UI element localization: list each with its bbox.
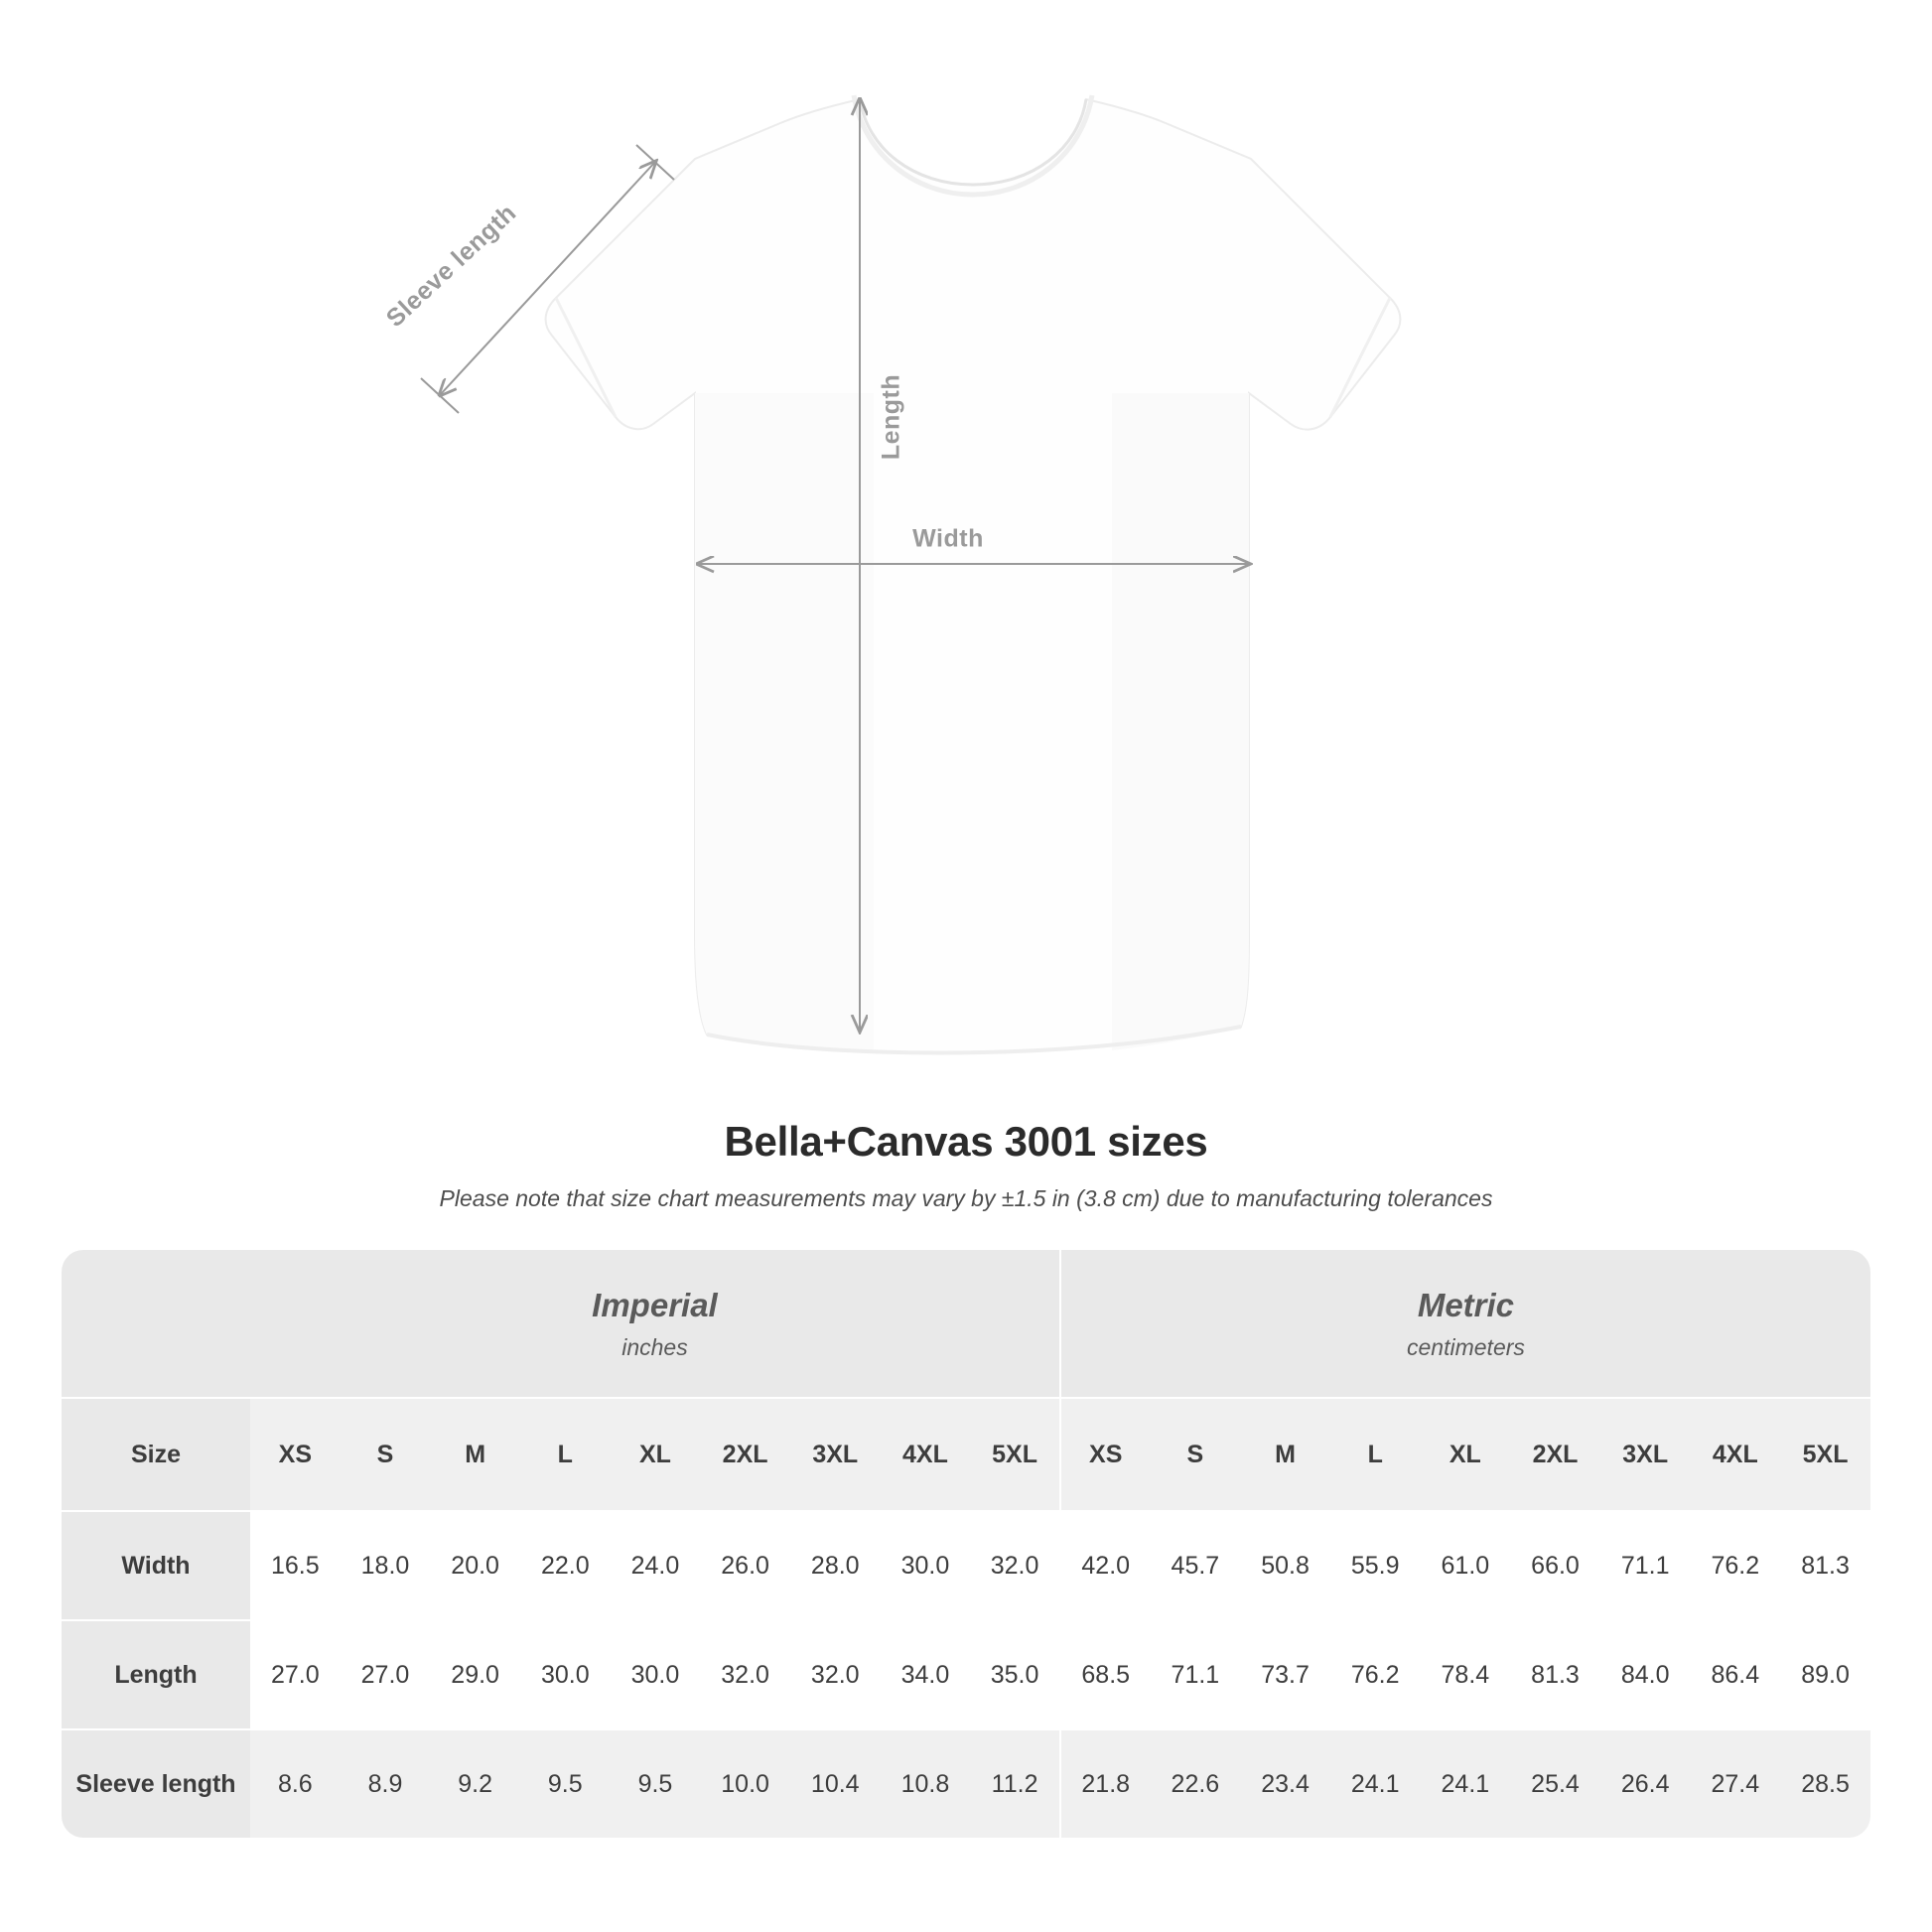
cell-value: 27.0 (341, 1620, 431, 1729)
size-header-cell: 4XL (881, 1398, 971, 1511)
cell-value: 25.4 (1510, 1729, 1600, 1838)
cell-value: 29.0 (430, 1620, 520, 1729)
size-header-cell: L (1330, 1398, 1421, 1511)
unit-group-metric (1060, 1250, 1870, 1398)
size-header-cell: XS (250, 1398, 341, 1511)
cell-value: 78.4 (1421, 1620, 1511, 1729)
cell-value: 27.0 (250, 1620, 341, 1729)
cell-value: 34.0 (881, 1620, 971, 1729)
cell-value: 26.4 (1600, 1729, 1691, 1838)
cell-value: 22.6 (1151, 1729, 1241, 1838)
size-header-cell: M (1240, 1398, 1330, 1511)
cell-value: 16.5 (250, 1511, 341, 1620)
unit-group-metric-name: Metric (1417, 1286, 1515, 1323)
table-row (62, 1511, 1870, 1620)
cell-value: 81.3 (1510, 1620, 1600, 1729)
size-table-wrapper (62, 1250, 1870, 1838)
size-header-cell: 5XL (1780, 1398, 1870, 1511)
cell-value: 42.0 (1060, 1511, 1151, 1620)
cell-value: 84.0 (1600, 1620, 1691, 1729)
cell-value: 81.3 (1780, 1511, 1870, 1620)
sleeve-length-label: Sleeve length (380, 199, 522, 334)
cell-value: 9.5 (520, 1729, 611, 1838)
cell-value: 45.7 (1151, 1511, 1241, 1620)
cell-value: 73.7 (1240, 1620, 1330, 1729)
cell-value: 11.2 (970, 1729, 1060, 1838)
table-row (62, 1620, 1870, 1729)
unit-header-spacer (62, 1250, 250, 1398)
size-header-cell: 2XL (700, 1398, 790, 1511)
size-header-cell: XL (611, 1398, 701, 1511)
size-header-cell: 3XL (1600, 1398, 1691, 1511)
cell-value: 22.0 (520, 1511, 611, 1620)
size-header-cell: L (520, 1398, 611, 1511)
unit-group-imperial-sub: inches (621, 1333, 688, 1360)
cell-value: 10.8 (881, 1729, 971, 1838)
cell-value: 71.1 (1151, 1620, 1241, 1729)
size-header-row (62, 1398, 1870, 1511)
cell-value: 8.9 (341, 1729, 431, 1838)
row-label-length: Length (62, 1620, 250, 1729)
size-header-cell: 2XL (1510, 1398, 1600, 1511)
size-header-cell: XL (1421, 1398, 1511, 1511)
row-label-width: Width (62, 1511, 250, 1620)
title-block (0, 1118, 1932, 1212)
cell-value: 18.0 (341, 1511, 431, 1620)
length-label: Length (877, 373, 905, 461)
cell-value: 9.5 (611, 1729, 701, 1838)
cell-value: 26.0 (700, 1511, 790, 1620)
size-header-cell: M (430, 1398, 520, 1511)
size-header-cell: XS (1060, 1398, 1151, 1511)
unit-group-imperial (250, 1250, 1060, 1398)
size-table (62, 1250, 1870, 1838)
cell-value: 30.0 (881, 1511, 971, 1620)
cell-value: 32.0 (700, 1620, 790, 1729)
page-subtitle: Please note that size chart measurements may vary by ±1.5 in (3.8 cm) due to manufacturing tolerances (439, 1185, 1493, 1211)
cell-value: 20.0 (430, 1511, 520, 1620)
cell-value: 24.0 (611, 1511, 701, 1620)
width-label: Width (912, 524, 984, 553)
size-header-cell: 5XL (970, 1398, 1060, 1511)
cell-value: 9.2 (430, 1729, 520, 1838)
cell-value: 76.2 (1330, 1620, 1421, 1729)
size-header-cell: S (341, 1398, 431, 1511)
cell-value: 68.5 (1060, 1620, 1151, 1729)
cell-value: 89.0 (1780, 1620, 1870, 1729)
cell-value: 30.0 (611, 1620, 701, 1729)
cell-value: 71.1 (1600, 1511, 1691, 1620)
cell-value: 32.0 (970, 1511, 1060, 1620)
table-row (62, 1729, 1870, 1838)
size-header-cell: 3XL (790, 1398, 881, 1511)
cell-value: 86.4 (1691, 1620, 1781, 1729)
size-header-cell: 4XL (1691, 1398, 1781, 1511)
cell-value: 76.2 (1691, 1511, 1781, 1620)
row-label-sleeve-length: Sleeve length (62, 1729, 250, 1838)
cell-value: 35.0 (970, 1620, 1060, 1729)
cell-value: 32.0 (790, 1620, 881, 1729)
cell-value: 28.0 (790, 1511, 881, 1620)
cell-value: 66.0 (1510, 1511, 1600, 1620)
cell-value: 10.4 (790, 1729, 881, 1838)
cell-value: 10.0 (700, 1729, 790, 1838)
unit-header-row (62, 1250, 1870, 1398)
cell-value: 30.0 (520, 1620, 611, 1729)
cell-value: 21.8 (1060, 1729, 1151, 1838)
cell-value: 28.5 (1780, 1729, 1870, 1838)
cell-value: 50.8 (1240, 1511, 1330, 1620)
tshirt-shape (546, 95, 1401, 1052)
unit-group-imperial-name: Imperial (592, 1286, 718, 1323)
size-header-label: Size (62, 1398, 250, 1511)
cell-value: 55.9 (1330, 1511, 1421, 1620)
cell-value: 24.1 (1330, 1729, 1421, 1838)
cell-value: 24.1 (1421, 1729, 1511, 1838)
cell-value: 23.4 (1240, 1729, 1330, 1838)
cell-value: 8.6 (250, 1729, 341, 1838)
cell-value: 61.0 (1421, 1511, 1511, 1620)
unit-group-metric-sub: centimeters (1407, 1333, 1525, 1360)
cell-value: 27.4 (1691, 1729, 1781, 1838)
size-header-cell: S (1151, 1398, 1241, 1511)
page-title: Bella+Canvas 3001 sizes (724, 1118, 1208, 1165)
